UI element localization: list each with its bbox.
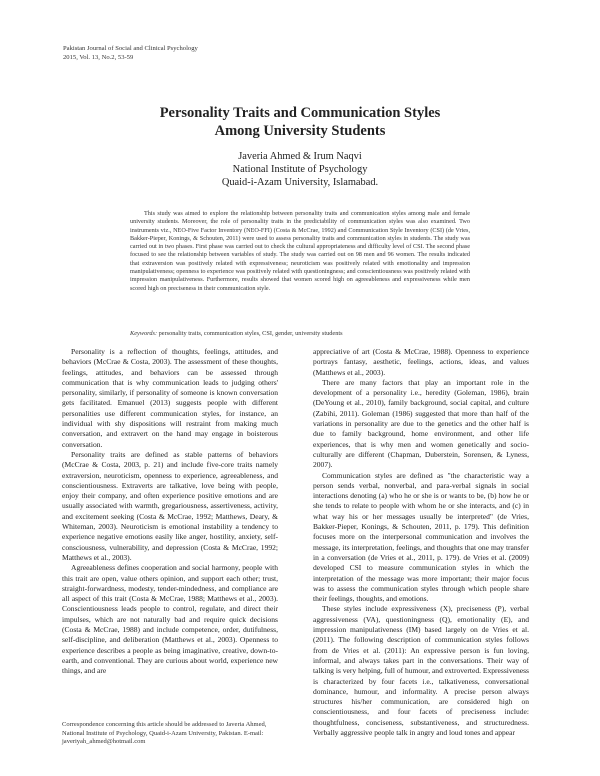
correspondence-footnote: Correspondence concerning this article should be addressed to Javeria Ahmed, National Institute of Psychology, Quaid-i-Azam University, Pakistan. E-mail: javeriyah_ahmed@hotmail.com	[62, 721, 267, 746]
affiliation-line1: National Institute of Psychology	[232, 164, 368, 175]
author-block	[0, 150, 600, 189]
body-paragraph: Agreeableness defines cooperation and social harmony, people with this trait are open, value others opinion, and support each other; trust, straight-forwardness, modesty, tender-mindedness, and compliance are all aspect of this trait (Costa & McCrae, 1988; Matthews et al., 2003). Conscientiousness leads people to control, regulate, and direct their impulses, which are not naturally bad and require quick decisions (Costa & McCrae, 1988) and include competence, order, dutifulness, self-discipline, and deliberation (Matthews et al., 2003). Openness to experience describes a people as being imaginative, creative, down-to-earth, and conventional. They are curious about world, experience new things, and are	[62, 563, 278, 676]
keywords-text: personality traits, communication styles, CSI, gender, university students	[158, 330, 343, 337]
body-paragraph: There are many factors that play an important role in the development of a personality i.e., heredity (Goleman, 1986), brain (DeYoung et al., 2010), family background, social capital, and culture (Zabihi, 2011). Goleman (1986) suggested that more than half of the variations in personality are due to the genetics and the other half is due to family background, home environment, and other life experiences, that is why men and women genetically and socio-culturally are different (Chapman, Duberstein, Sorensen, & Lyness, 2007).	[313, 377, 529, 470]
body-column-left	[62, 347, 278, 677]
journal-citation: 2015, Vol. 13, No.2, 53-59	[63, 53, 134, 61]
abstract: This study was aimed to explore the relationship between personality traits and communication styles among male and female university students. Moreover, the role of personality traits in the predictability of communication styles was also examined. Two instruments viz., NEO-Five Factor Inventory (NEO-FFI) (Costa & McCrae, 1992) and Communication Style Inventory (CSI) (de Vries, Bakker-Pieper, Konings, & Schouten, 2011) were used to assess personality traits and communication styles in students. The study was carried out in two phases. First phase was carried out to check the cultural appropriateness and difficulty level of CSI. The second phase focused to see the relationship between variables of study. The study was carried out on 98 men and 96 women. The results indicated that extraversion was positively related with expressiveness; neuroticism was positively related with emotionality and impression manipulativeness; openness to experience was positively related with questioningness; and conscientiousness was positively related with impression manipulativeness. Furthermore, results showed that women scored high on agreeableness and expressiveness while men scored high on preciseness in their communication style.	[130, 210, 470, 292]
journal-name: Pakistan Journal of Social and Clinical Psychology	[63, 45, 198, 52]
affiliation-line2: Quaid-i-Azam University, Islamabad.	[221, 177, 379, 188]
body-paragraph: Personality is a reflection of thoughts, feelings, attitudes, and behaviors (McCrae & Costa, 2003). The assessment of these thoughts, feelings, attitudes, and behaviors can be assessed through communication that is why communication leads to judging others' personality, similarly, if personality of someone is known conversation gets facilitated. Emanuel (2013) suggests people with different personalities use different communication styles, for instance, an individual with shy dispositions will restraint from making much conversation, and extravert on the hand may engage in boisterous conversation.	[62, 347, 278, 449]
paper-title-line2: Among University Students	[214, 123, 386, 139]
journal-header	[63, 45, 198, 62]
paper-title-line1: Personality Traits and Communication Styles	[159, 105, 441, 121]
keywords	[130, 330, 470, 338]
body-paragraph: These styles include expressiveness (X), preciseness (P), verbal aggressiveness (VA), questioningness (Q), emotionality (E), and impression manipulativeness (IM) based largely on de Vries et al. (2011). The following description of communication styles follows from de Vries et al. (2011): An expressive person is fun loving, informal, and always takes part in the conversations. Their way of talking is very helping, full of humour, and extroverted. Expressiveness is characterized by four facets i.e., talkativeness, conversational dominance, humour, and informality. A precise person always structures his/her communication, are considered high on conscientiousness, and four facets of preciseness include: thoughtfulness, conciseness, substantiveness, and structuredness. Verbally aggressive people talk in angry and loud tones and appear	[313, 604, 529, 737]
author-names: Javeria Ahmed & Irum Naqvi	[238, 151, 362, 162]
body-column-right	[313, 347, 529, 738]
paper-title	[0, 104, 600, 140]
body-paragraph: Communication styles are defined as "the characteristic way a person sends verbal, nonverbal, and para-verbal signals in social interactions denoting (a) who he or she is or wants to be, (b) how he or she tends to relate to people with whom he or she interacts, and (c) in what way his or her messages usually be interpreted" (de Vries, Bakker-Pieper, Konings, & Schouten, 2011, p. 179). This definition focuses more on the interpersonal communication and involves the message, its interpretation, feelings, and thoughts that one may transfer in a conversation (de Vries et al., 2011, p. 179). de Vries et al. (2009) developed CSI to measure communication styles in which the interpretation of the message was more important; their major focus was to assess the communication styles through which people share their feelings, thoughts, and emotions.	[313, 470, 529, 604]
body-paragraph: Personality traits are defined as stable patterns of behaviors (McCrae & Costa, 2003, p. 21) and include five-core traits namely extraversion, neuroticism, openness to experience, agreeableness, and conscientiousness. Extraverts are talkative, love being with people, enjoy their company, and often experience positive emotions and are usually associated with warmth, gregariousness, assertiveness, activity, and excitement seeking (Costa & McCrae, 1992; Matthews, Deary, & Whiteman, 2003). Neuroticism is emotional instability a tendency to experience negative emotions easily like anger, hostility, anxiety, self-consciousness, vulnerability, and depression (Costa & McCrae, 1992; Matthews et al., 2003).	[62, 449, 278, 562]
body-paragraph: appreciative of art (Costa & McCrae, 1988). Openness to experience portrays fantasy, aesthetic, feelings, actions, ideas, and values (Matthews et al., 2003).	[313, 347, 529, 377]
keywords-label: Keywords:	[130, 330, 158, 337]
